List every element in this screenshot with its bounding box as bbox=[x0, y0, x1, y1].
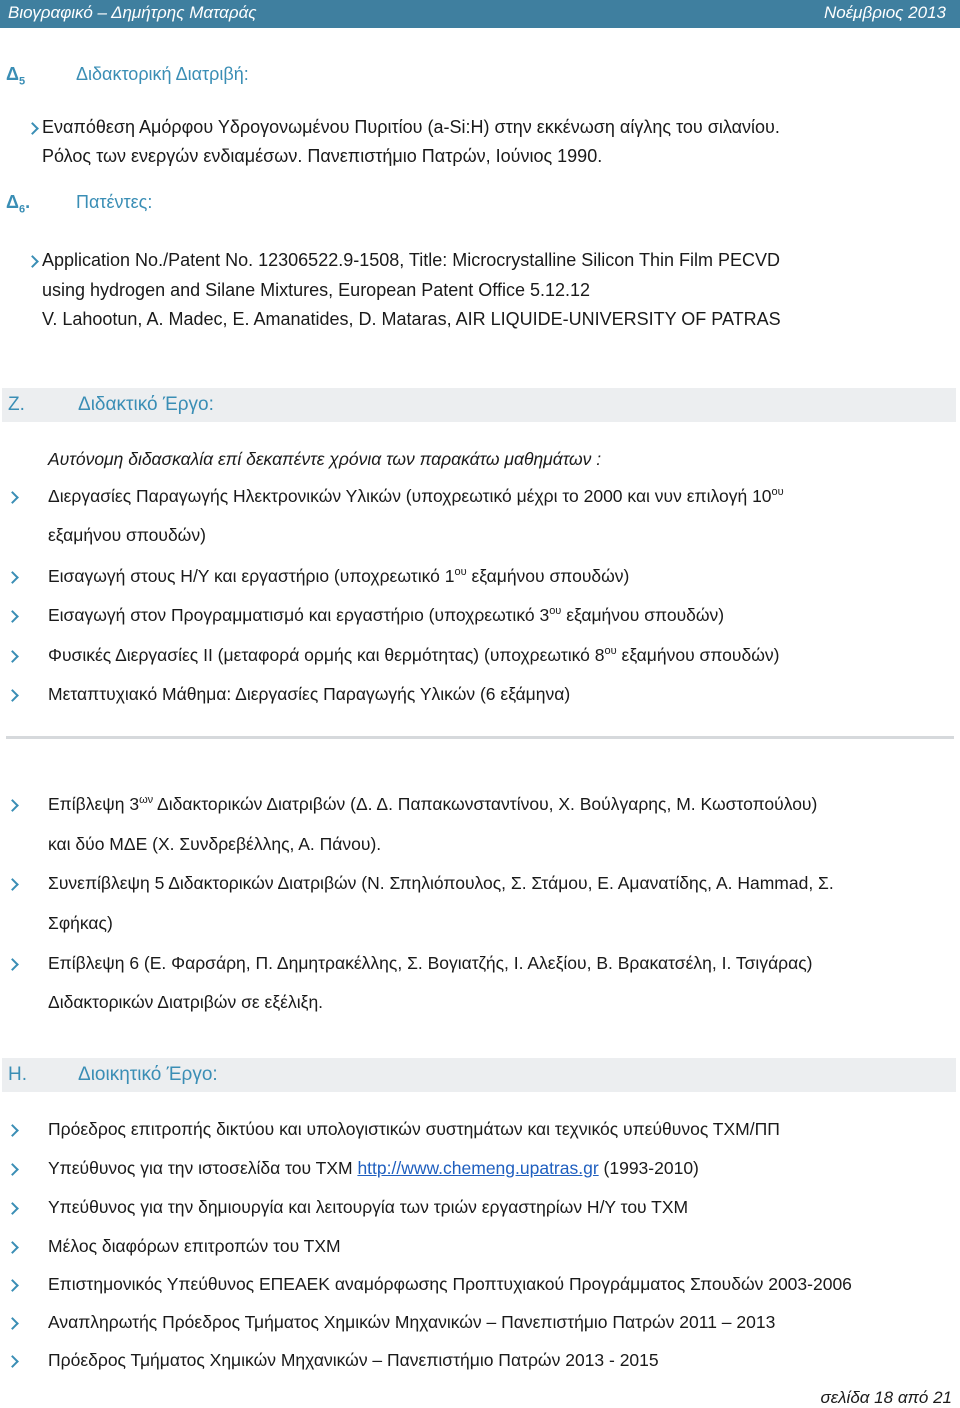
bullet-arrow-icon bbox=[26, 122, 39, 135]
patent-line-3: V. Lahootun, A. Madec, E. Amanatides, D. Mataras, AIR LIQUIDE-UNIVERSITY OF PATRAS bbox=[42, 309, 781, 329]
course-item-3: Εισαγωγή στον Προγραμματισμό και εργαστήριο (υποχρεωτικό $3^{o\upsilon}$ εξαμήνου σπουδών) bbox=[48, 605, 725, 625]
bullet-arrow-icon bbox=[6, 799, 19, 812]
admin-item-1: Πρόεδρος επιτροπής δικτύου και υπολογιστικών συστημάτων και τεχνικός υπεύθυνος ΤΧΜ/ΠΠ bbox=[48, 1119, 780, 1139]
bullet-arrow-icon bbox=[6, 1355, 19, 1368]
header-date: Νοέμβριος 2013 bbox=[823, 3, 946, 22]
supervision-item-3: Επίβλεψη 6 (Ε. Φαρσάρη, Π. Δημητρακέλλης, Σ. Βογιατζής, Ι. Αλεξίου, Β. Βρακατσέλη, Ι. Τσιγάρας) bbox=[48, 953, 813, 973]
section-h-heading bbox=[2, 1058, 956, 1092]
thesis-line-1: Εναπόθεση Αμόρφου Υδρογονωμένου Πυριτίου (a-Si:H) στην εκκένωση αίγλης του σιλανίου. bbox=[42, 117, 780, 137]
admin-item-7: Πρόεδρος Τμήματος Χημικών Μηχανικών – Πανεπιστήμιο Πατρών 2013 - 2015 bbox=[48, 1350, 659, 1370]
bullet-arrow-icon bbox=[6, 610, 19, 623]
bullet-arrow-icon bbox=[6, 571, 19, 584]
bullet-arrow-icon bbox=[6, 958, 19, 971]
bullet-arrow-icon bbox=[6, 1279, 19, 1292]
bullet-arrow-icon bbox=[6, 689, 19, 702]
section-d6-title: Πατέντες: bbox=[76, 192, 153, 212]
patent-line-1: Application No./Patent No. 12306522.9-1508, Title: Microcrystalline Silicon Thin Film PECVD bbox=[42, 250, 781, 270]
supervision-item-3-cont: Διδακτορικών Διατριβών σε εξέλιξη. bbox=[48, 992, 324, 1012]
section-d5-number: $\Delta_5$ bbox=[6, 64, 26, 88]
section-divider bbox=[6, 736, 954, 739]
bullet-arrow-icon bbox=[6, 650, 19, 663]
admin-item-3: Υπεύθυνος για την δημιουργία και λειτουργία των τριών εργαστηρίων Η/Υ του ΤΧΜ bbox=[48, 1197, 689, 1217]
course-item-2: Εισαγωγή στους Η/Υ και εργαστήριο (υποχρεωτικό $1^{o\upsilon}$ εξαμήνου σπουδών) bbox=[48, 566, 630, 586]
bullet-arrow-icon bbox=[6, 1241, 19, 1254]
admin-item-4: Μέλος διαφόρων επιτροπών του ΤΧΜ bbox=[48, 1236, 341, 1256]
website-link[interactable]: http://www.chemeng.upatras.gr bbox=[357, 1158, 599, 1178]
thesis-line-2: Ρόλος των ενεργών ενδιαμέσων. Πανεπιστήμιο Πατρών, Ιούνιος 1990. bbox=[42, 146, 603, 166]
course-item-1: Διεργασίες Παραγωγής Ηλεκτρονικών Υλικών (υποχρεωτικό μέχρι το 2000 και νυν επιλογή $10^{o\upsilon}$ bbox=[48, 486, 784, 506]
admin-item-6: Αναπληρωτής Πρόεδρος Τμήματος Χημικών Μηχανικών – Πανεπιστήμιο Πατρών 2011 – 2013 bbox=[48, 1312, 776, 1332]
section-z-heading bbox=[2, 388, 956, 422]
bullet-arrow-icon bbox=[26, 255, 39, 268]
patent-line-2: using hydrogen and Silane Mixtures, European Patent Office 5.12.12 bbox=[42, 280, 591, 300]
bullet-arrow-icon bbox=[6, 1317, 19, 1330]
page-number: σελίδα 18 από 21 bbox=[820, 1388, 952, 1407]
section-h-title: Διοικητικό Έργο: bbox=[78, 1064, 218, 1085]
bullet-arrow-icon bbox=[6, 1163, 19, 1176]
supervision-item-2-cont: Σφήκας) bbox=[48, 913, 113, 933]
header-title: Βιογραφικό – Δημήτρης Ματαράς bbox=[8, 3, 257, 22]
section-z-number: Ζ. bbox=[8, 394, 25, 415]
bullet-arrow-icon bbox=[6, 491, 19, 504]
teaching-intro: Αυτόνομη διδασκαλία επί δεκαπέντε χρόνια των παρακάτω μαθημάτων : bbox=[48, 449, 602, 469]
section-d5-title: Διδακτορική Διατριβή: bbox=[76, 64, 249, 84]
section-d6-number: $\Delta_6$. bbox=[6, 192, 31, 216]
page-header bbox=[0, 0, 960, 28]
course-item-4: Φυσικές Διεργασίες ΙΙ (μεταφορά ορμής και θερμότητας) (υποχρεωτικό $8^{o\upsilon}$ εξαμήνου σπουδών) bbox=[48, 645, 780, 665]
admin-item-2: Υπεύθυνος για την ιστοσελίδα του ΤΧΜ http://www.chemeng.upatras.gr (1993-2010) bbox=[48, 1158, 699, 1178]
supervision-item-1-cont: και δύο ΜΔΕ (Χ. Συνδρεβέλλης, Α. Πάνου). bbox=[48, 834, 382, 854]
section-h-number: Η. bbox=[8, 1064, 27, 1085]
bullet-arrow-icon bbox=[6, 1124, 19, 1137]
supervision-item-2: Συνεπίβλεψη 5 Διδακτορικών Διατριβών (Ν. Σπηλιόπουλος, Σ. Στάμου, Ε. Αμανατίδης, Α. Hammad, Σ. bbox=[48, 873, 834, 893]
admin-item-5: Επιστημονικός Υπεύθυνος ΕΠΕΑΕΚ αναμόρφωσης Προπτυχιακού Προγράμματος Σπουδών 2003-2006 bbox=[48, 1274, 852, 1294]
course-item-5: Μεταπτυχιακό Μάθημα: Διεργασίες Παραγωγής Υλικών (6 εξάμηνα) bbox=[48, 684, 571, 704]
section-z-title: Διδακτικό Έργο: bbox=[78, 394, 214, 415]
bullet-arrow-icon bbox=[6, 1202, 19, 1215]
supervision-item-1: Επίβλεψη $3^{\omega\nu}$ Διδακτορικών Διατριβών (Δ. Δ. Παπακωνσταντίνου, Χ. Βούλγαρης, Μ. Κωστοπούλου) bbox=[48, 794, 818, 814]
course-item-1-cont: εξαμήνου σπουδών) bbox=[48, 525, 206, 545]
bullet-arrow-icon bbox=[6, 878, 19, 891]
